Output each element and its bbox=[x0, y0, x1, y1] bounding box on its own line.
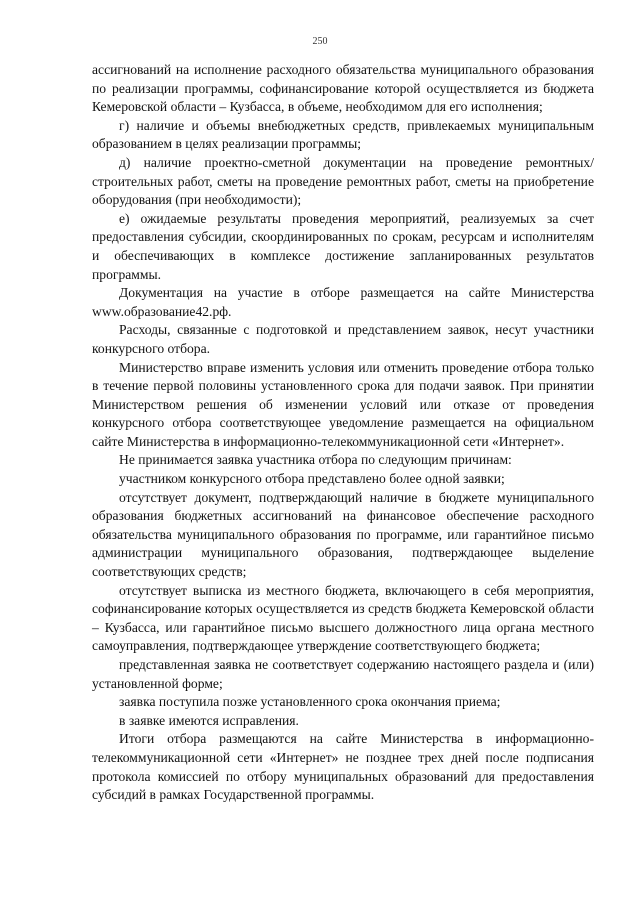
paragraph-item-g: г) наличие и объемы внебюджетных средств, привлекаемых муниципальным образованием в целях реализации программы; bbox=[92, 117, 594, 152]
paragraph-documentation: Документация на участие в отборе размещается на сайте Министерства www.образование42.рф. bbox=[92, 285, 594, 319]
paragraph-rejection-reason: отсутствует выписка из местного бюджета, включающего в себя мероприятия, софинансирование которых осуществляется из средств бюджета Кемеровской области – Кузбасса, или гарантийное письмо высшего должностного лица органа местного самоуправления, подтверждающее утверждение соответствующего бюджета; bbox=[92, 582, 594, 654]
paragraph-rejection-reason: в заявке имеются исправления. bbox=[119, 712, 299, 728]
paragraph-rejection-reason: отсутствует документ, подтверждающий наличие в бюджете муниципального образования бюджетных ассигнований на финансовое обеспечение расходного обязательства муниципального образования по программе, или гарантийное письмо администрации муниципального образования, подтверждающее выделение соответствующих средств; bbox=[92, 489, 594, 580]
paragraph-ministry-rights: Министерство вправе изменить условия или отменить проведение отбора только в течение первой половины установленного срока для подачи заявок. При принятии Министерством решения об изменении условий или отказе от проведения конкурсного отбора соответствующее уведомление размещается на официальном сайте Министерства в информационно-телекоммуникационной сети «Интернет». bbox=[92, 359, 594, 449]
paragraph-expenses: Расходы, связанные с подготовкой и представлением заявок, несут участники конкурсного отбора. bbox=[92, 322, 594, 356]
paragraph-rejection-reason: заявка поступила позже установленного срока окончания приема; bbox=[119, 694, 501, 710]
paragraph-rejection-reason: участником конкурсного отбора представлено более одной заявки; bbox=[119, 471, 505, 487]
paragraph-rejection-reason: представленная заявка не соответствует содержанию настоящего раздела и (или) установленной форме; bbox=[92, 657, 594, 691]
paragraph-rejection-intro: Не принимается заявка участника отбора по следующим причинам: bbox=[119, 452, 512, 468]
paragraph-results: Итоги отбора размещаются на сайте Министерства в информационно-телекоммуникационной сети «Интернет» не позднее трех дней после подписания протокола комиссией по отбору муниципальных образований для предоставления субсидий в рамках Государственной программы. bbox=[92, 731, 594, 803]
paragraph-item-d: д) наличие проектно-сметной документации на проведение ремонтных/строительных работ, сметы на проведение ремонтных работ, сметы на приобретение оборудования (при необходимости); bbox=[92, 154, 594, 208]
document-body bbox=[92, 61, 594, 805]
paragraph-item-e: е) ожидаемые результаты проведения мероприятий, реализуемых за счет предоставления субсидии, скоординированных по срокам, ресурсам и исполнителям и обеспечивающих в комплексе достижение запланированных результатов программы. bbox=[92, 210, 594, 282]
paragraph-continuation: ассигнований на исполнение расходного обязательства муниципального образования по реализации программы, софинансирование которой осуществляется из бюджета Кемеровской области – Кузбасса, в объеме, необходимом для его исполнения; bbox=[92, 62, 594, 115]
page-number: 250 bbox=[312, 36, 328, 47]
